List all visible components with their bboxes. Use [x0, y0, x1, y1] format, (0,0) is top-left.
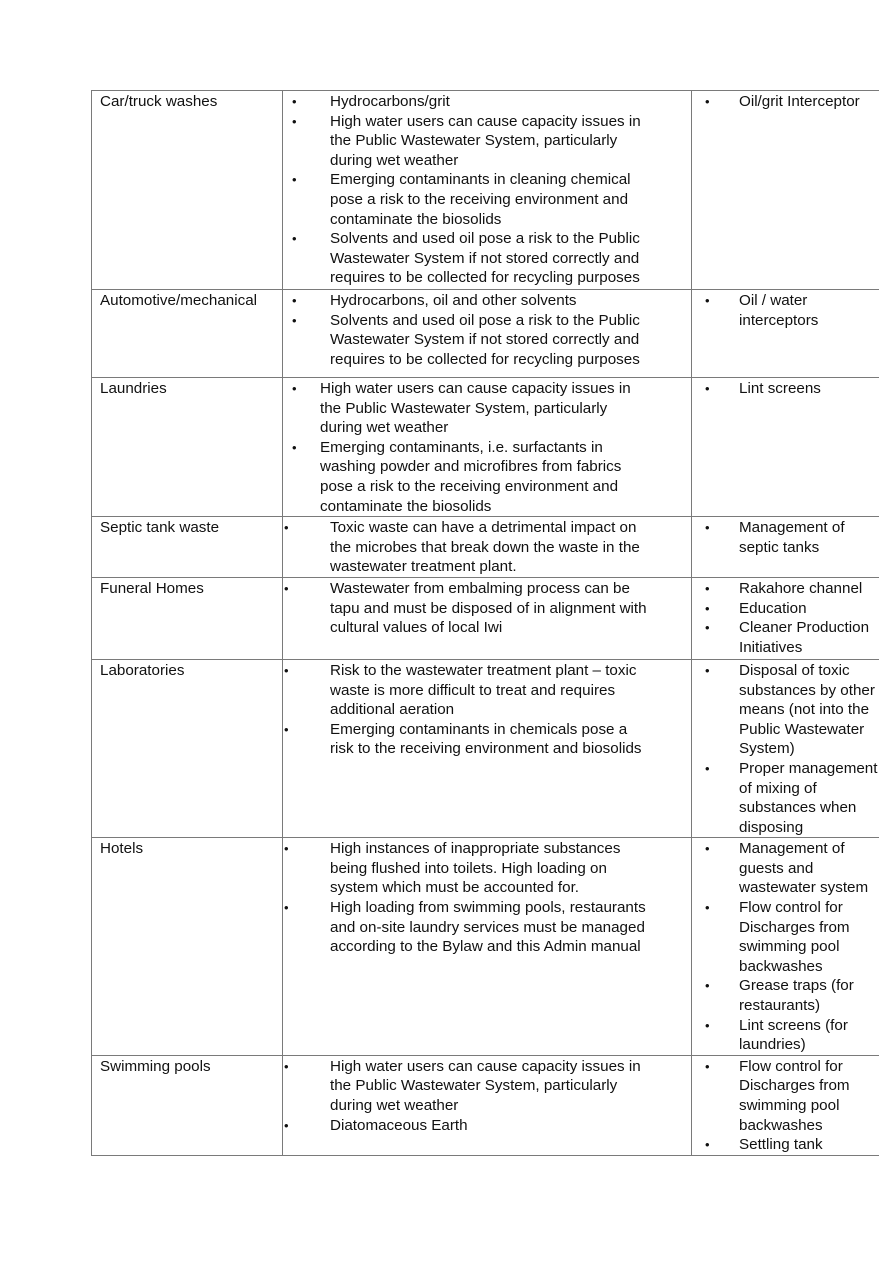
control-text-line: wastewater system [739, 879, 869, 897]
risk-text-line: requires to be collected for recycling purposes [330, 269, 640, 287]
risk-text-line: Emerging contaminants in chemicals pose a [330, 720, 628, 738]
activity-type-cell [92, 577, 283, 659]
risk-text-line: Wastewater from embalming process can be [330, 579, 630, 597]
control-text-line: substances by other [739, 681, 875, 699]
risk-list [283, 1056, 691, 1135]
risk-text-line: requires to be collected for recycling purposes [330, 350, 640, 368]
risk-text-line: cultural values of local Iwi [330, 619, 503, 637]
risk-text-line: Hydrocarbons, oil and other solvents [330, 292, 577, 309]
risks-cell [283, 577, 692, 659]
control-list [692, 660, 879, 837]
bullet-icon: • [284, 580, 289, 596]
bullet-icon: • [284, 900, 289, 916]
bullet-icon: • [705, 900, 710, 916]
control-item [692, 579, 879, 599]
table-row [92, 91, 879, 290]
control-item [692, 661, 879, 759]
bullet-icon: • [705, 1017, 710, 1033]
table-row [92, 378, 879, 517]
controls-cell [692, 1055, 879, 1155]
risk-text-line: High loading from swimming pools, restaurants [330, 899, 646, 917]
control-text-line: disposing [739, 818, 804, 836]
control-text-line: backwashes [739, 1116, 823, 1134]
control-list [692, 838, 879, 1055]
control-text-line: swimming pool [739, 1097, 840, 1114]
activity-type-label: Automotive/mechanical [100, 292, 258, 309]
table-row [92, 1055, 879, 1155]
control-item [692, 898, 879, 976]
control-text-line: Discharges from [739, 918, 850, 936]
control-text-line: Oil/grit Interceptor [739, 93, 860, 110]
bullet-icon: • [284, 721, 289, 737]
activity-type-cell [92, 838, 283, 1056]
risks-cell [283, 290, 692, 378]
table-row [92, 517, 879, 578]
risk-text-line: additional aeration [330, 701, 455, 719]
risk-item [283, 92, 691, 112]
risk-text-line: tapu and must be disposed of in alignment with [330, 599, 647, 617]
activity-type-cell [92, 1055, 283, 1155]
risk-text-line: Wastewater System if not stored correctly and [330, 249, 640, 267]
bullet-icon: • [292, 312, 297, 328]
risk-item [283, 1116, 691, 1136]
control-text-line: substances when [739, 799, 857, 817]
risk-text-line: the Public Wastewater System, particularly [330, 1077, 618, 1095]
risk-list [283, 578, 691, 638]
risk-list [283, 517, 691, 577]
controls-cell [692, 91, 879, 290]
table-row [92, 577, 879, 659]
bullet-icon: • [705, 1137, 710, 1153]
risks-cell [283, 1055, 692, 1155]
risk-item [283, 579, 691, 638]
control-list [692, 578, 879, 657]
activity-type-label: Hotels [100, 840, 144, 858]
risk-text-line: washing powder and microfibres from fabrics [320, 458, 622, 476]
risk-text-line: pose a risk to the receiving environment and [320, 477, 619, 495]
control-item [692, 599, 879, 619]
risk-text-line: Diatomaceous Earth [330, 1116, 468, 1134]
risk-text-line: Toxic waste can have a detrimental impact on [330, 519, 637, 537]
bullet-icon: • [705, 760, 710, 776]
control-list [692, 378, 879, 399]
control-text-line: Proper management [739, 759, 878, 777]
control-text-line: means (not into the [739, 701, 870, 719]
risk-item [283, 311, 691, 370]
control-text-line: Cleaner Production [739, 619, 870, 637]
risk-text-line: waste is more difficult to treat and requires [330, 681, 616, 699]
activity-type-cell [92, 290, 283, 378]
risk-list [283, 290, 691, 369]
bullet-icon: • [284, 520, 289, 536]
control-list [692, 91, 879, 112]
controls-cell [692, 577, 879, 659]
risk-item [283, 518, 691, 577]
risk-text-line: Emerging contaminants in cleaning chemical [330, 171, 631, 189]
activity-type-label: Septic tank waste [100, 519, 220, 537]
risk-item [283, 839, 691, 898]
control-text-line: Lint screens (for [739, 1016, 848, 1034]
control-list [692, 290, 879, 330]
risk-text-line: and on-site laundry services must be managed [330, 918, 645, 936]
risk-item [283, 170, 691, 229]
risk-text-line: wastewater treatment plant. [330, 558, 517, 576]
control-list [692, 517, 879, 557]
control-text-line: guests and [739, 859, 814, 877]
bullet-icon: • [705, 520, 710, 536]
risk-text-line: pose a risk to the receiving environment and [330, 190, 629, 208]
risks-cell [283, 91, 692, 290]
risk-text-line: risk to the receiving environment and biosolids [330, 740, 642, 758]
control-text-line: Settling tank [739, 1136, 823, 1154]
bullet-icon: • [292, 439, 297, 455]
bullet-icon: • [705, 94, 710, 109]
control-text-line: interceptors [739, 311, 819, 329]
control-text-line: swimming pool [739, 938, 840, 956]
bullet-icon: • [705, 620, 710, 636]
controls-cell [692, 517, 879, 578]
risk-item [283, 1057, 691, 1116]
control-text-line: laundries) [739, 1036, 806, 1054]
risk-text-line: Solvents and used oil pose a risk to the Public [330, 311, 640, 329]
risk-text-line: during wet weather [320, 419, 449, 437]
control-text-line: Discharges from [739, 1077, 850, 1095]
control-text-line: Lint screens [739, 380, 821, 397]
control-text-line: restaurants) [739, 997, 821, 1015]
control-text-line: Management of [739, 519, 845, 537]
control-text-line: Initiatives [739, 638, 803, 656]
risk-item [283, 720, 691, 759]
risk-item [283, 379, 691, 438]
risk-text-line: Wastewater System if not stored correctly and [330, 331, 640, 349]
bullet-icon: • [705, 600, 710, 616]
control-item [692, 518, 879, 557]
bullet-icon: • [705, 841, 710, 857]
risk-text-line: Risk to the wastewater treatment plant – toxic [330, 661, 637, 679]
risk-item [283, 112, 691, 171]
risk-item [283, 661, 691, 720]
risk-item [283, 229, 691, 288]
bullet-icon: • [705, 293, 710, 308]
control-item [692, 379, 879, 399]
risk-text-line: contaminate the biosolids [320, 497, 492, 515]
risks-cell [283, 659, 692, 837]
activity-type-cell [92, 659, 283, 837]
risk-list [283, 838, 691, 957]
risk-item [283, 291, 691, 311]
bullet-icon: • [284, 841, 289, 857]
risk-text-line: system which must be accounted for. [330, 879, 580, 897]
bullet-icon: • [705, 978, 710, 994]
control-item [692, 291, 879, 330]
activity-type-label: Laboratories [100, 661, 185, 679]
control-item [692, 1057, 879, 1135]
activity-type-cell [92, 378, 283, 517]
risk-text-line: High water users can cause capacity issues in [320, 380, 631, 397]
table-row [92, 659, 879, 837]
bullet-icon: • [705, 580, 710, 596]
risk-text-line: High water users can cause capacity issues in [330, 112, 641, 130]
control-list [692, 1056, 879, 1155]
risk-text-line: contaminate the biosolids [330, 210, 502, 228]
control-text-line: backwashes [739, 957, 823, 975]
activity-type-cell [92, 91, 283, 290]
activity-type-label: Car/truck washes [100, 93, 218, 110]
control-item [692, 92, 879, 112]
bullet-icon: • [292, 231, 297, 247]
table-row [92, 838, 879, 1056]
risk-text-line: High instances of inappropriate substances [330, 840, 621, 858]
risk-text-line: being flushed into toilets. High loading on [330, 859, 607, 877]
bullet-icon: • [292, 113, 297, 129]
control-text-line: Management of [739, 840, 845, 858]
control-text-line: Public Wastewater [739, 720, 865, 738]
bullet-icon: • [292, 381, 297, 396]
risk-list [283, 91, 691, 288]
bullet-icon: • [705, 1058, 710, 1074]
controls-cell [692, 659, 879, 837]
control-text-line: Education [739, 599, 807, 617]
table-row [92, 290, 879, 378]
activity-type-label: Laundries [100, 380, 167, 397]
bullet-icon: • [705, 381, 710, 396]
control-item [692, 1135, 879, 1155]
risks-cell [283, 378, 692, 517]
risk-list [283, 378, 691, 516]
risk-text-line: the Public Wastewater System, particularly [330, 132, 618, 150]
risk-text-line: Solvents and used oil pose a risk to the Public [330, 230, 640, 248]
activity-type-label: Swimming pools [100, 1057, 211, 1075]
control-text-line: Grease traps (for [739, 977, 854, 995]
control-text-line: Oil / water [739, 292, 808, 309]
risks-cell [283, 517, 692, 578]
risk-text-line: High water users can cause capacity issues in [330, 1057, 641, 1075]
control-text-line: Flow control for [739, 899, 843, 917]
control-item [692, 1016, 879, 1055]
bullet-icon: • [705, 662, 710, 678]
controls-cell [692, 838, 879, 1056]
control-text-line: septic tanks [739, 538, 820, 556]
control-text-line: Disposal of toxic [739, 661, 850, 679]
risk-list [283, 660, 691, 759]
risks-cell [283, 838, 692, 1056]
control-text-line: System) [739, 740, 795, 758]
bullet-icon: • [292, 172, 297, 188]
control-item [692, 618, 879, 657]
bullet-icon: • [284, 1117, 289, 1133]
bullet-icon: • [292, 94, 297, 109]
risk-text-line: during wet weather [330, 151, 459, 169]
controls-cell [692, 290, 879, 378]
wastewater-risk-table [91, 90, 879, 1156]
control-text-line: Rakahore channel [739, 579, 863, 597]
risk-item [283, 898, 691, 957]
bullet-icon: • [292, 293, 297, 308]
risk-text-line: Hydrocarbons/grit [330, 93, 450, 110]
risk-text-line: the microbes that break down the waste in the [330, 538, 640, 556]
controls-cell [692, 378, 879, 517]
risk-text-line: the Public Wastewater System, particularly [320, 399, 608, 417]
risk-text-line: Emerging contaminants, i.e. surfactants in [320, 438, 603, 456]
control-text-line: Flow control for [739, 1057, 843, 1075]
control-item [692, 759, 879, 837]
risk-text-line: according to the Bylaw and this Admin manual [330, 938, 641, 956]
activity-type-cell [92, 517, 283, 578]
control-text-line: of mixing of [739, 779, 817, 797]
bullet-icon: • [284, 1058, 289, 1074]
control-item [692, 976, 879, 1015]
activity-type-label: Funeral Homes [100, 579, 204, 597]
control-item [692, 839, 879, 898]
risk-item [283, 438, 691, 516]
risk-text-line: during wet weather [330, 1097, 459, 1114]
bullet-icon: • [284, 662, 289, 678]
